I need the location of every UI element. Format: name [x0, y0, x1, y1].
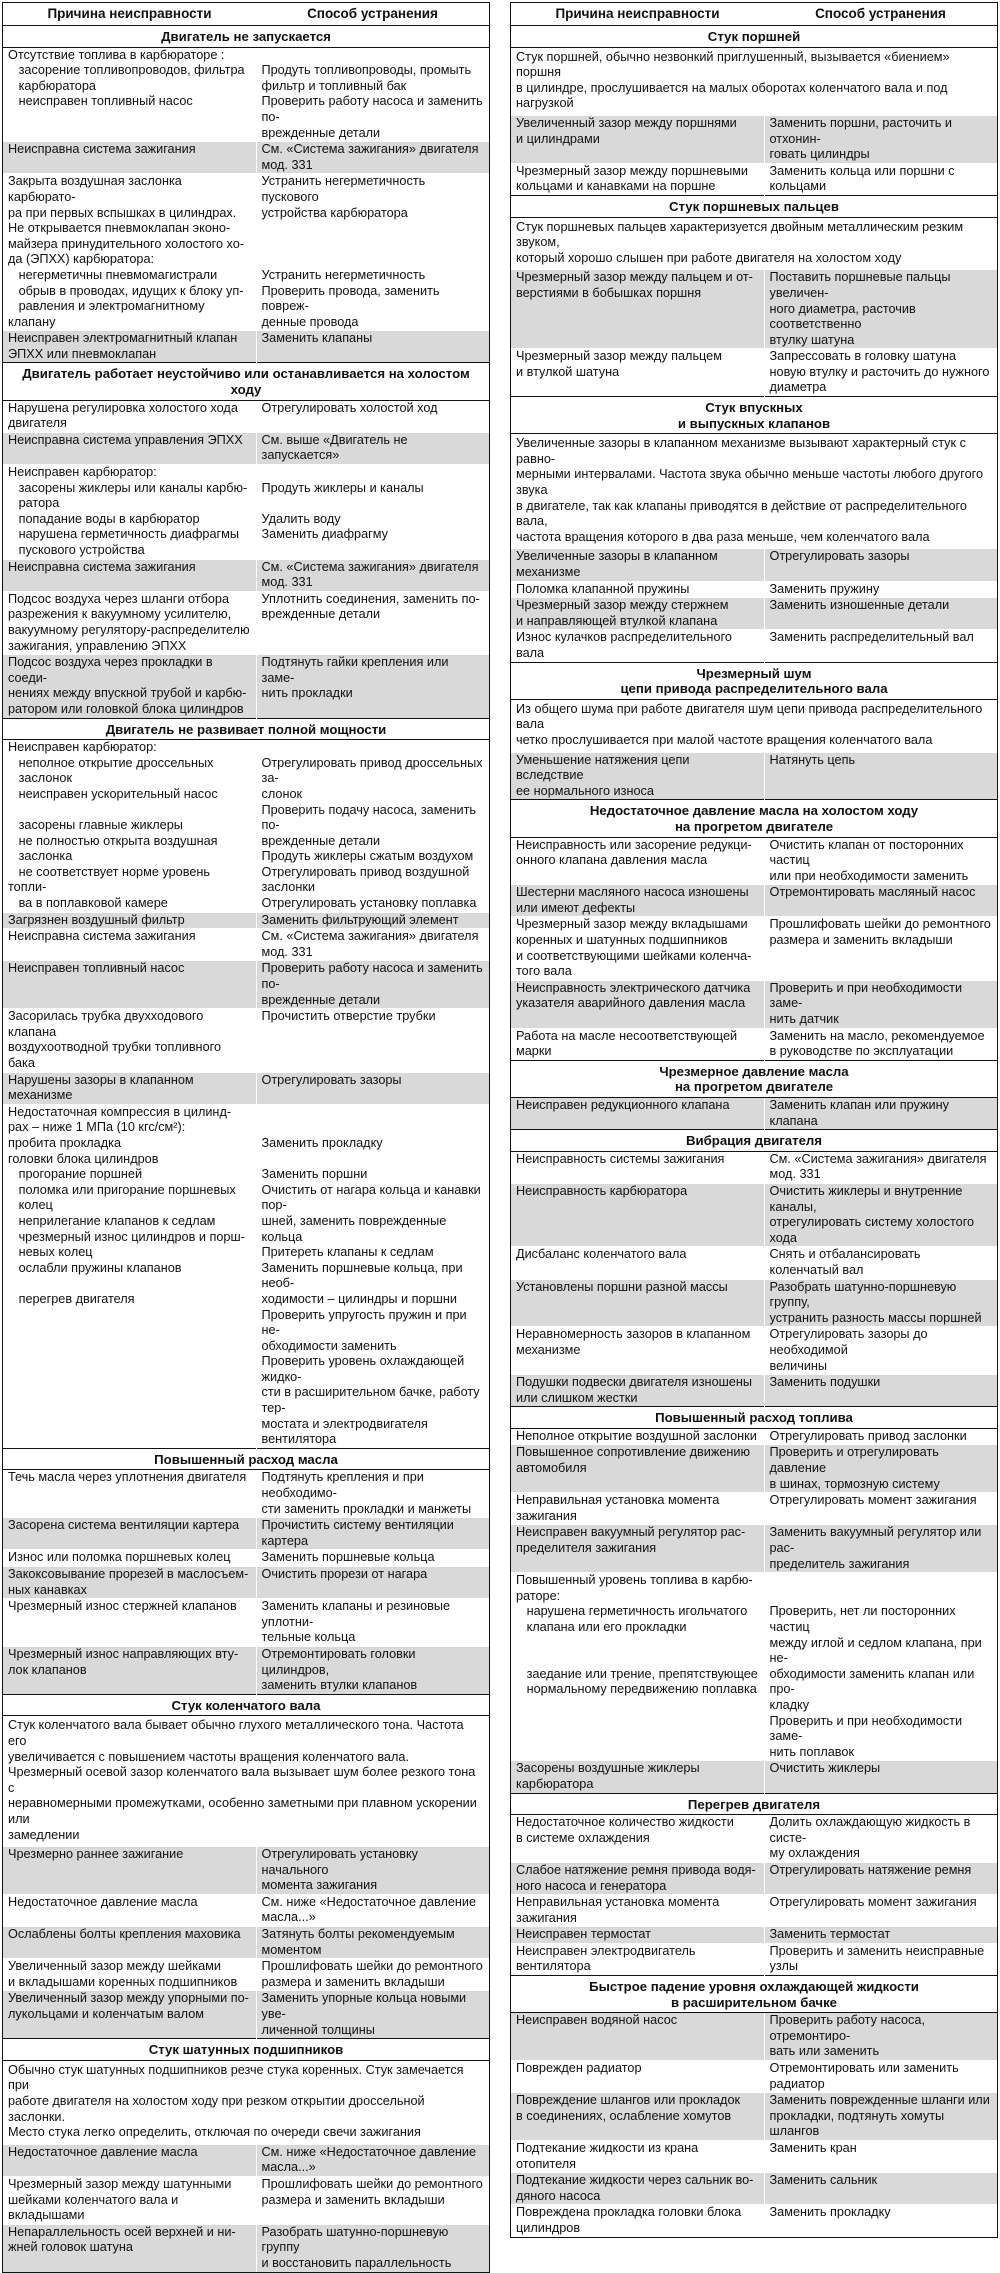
table-row [3, 400, 489, 432]
remedy-cell: Заменить сальник [764, 2173, 997, 2205]
cause-cell: Дисбаланс коленчатого вала [511, 1247, 764, 1279]
remedy-cell: Очистить прорези от нагара [256, 1567, 489, 1599]
cause-cell: Слабое натяжение ремня привода водя- ного насоса и генератора [511, 1862, 764, 1894]
remedy-cell: Проверить и заменить неисправные узлы [764, 1943, 997, 1975]
table-header-row [511, 3, 997, 26]
section-title: Быстрое падение уровня охлаждающей жидкости в расширительном бачке [511, 1976, 997, 2013]
section-header-row [3, 2039, 489, 2061]
cause-cell: Подтекание жидкости из крана отопителя [511, 2141, 764, 2173]
cause-cell: Износ или поломка поршневых колец [3, 1550, 256, 1567]
cause-cell: Чрезмерный зазор между пальцем и от- верстиями в бобышках поршня [511, 270, 764, 349]
remedy-cell: Отрегулировать привод дроссельных за- слонок Проверить подачу насоса, заменить по- врежденные детали Продуть жиклеры сжатым воздухом Отрегулировать привод воздушной заслонки Отрегулировать установку поплавка [256, 740, 489, 913]
section-note: Обычно стук шатунных подшипников резче стука коренных. Стук замечается при работе двигателя на холостом ходу при резком открытии дроссельной заслонки. Место стука легко определить, отключая по очереди свечи зажигания [8, 2062, 464, 2140]
section-note-row [511, 217, 997, 270]
table-row [511, 598, 997, 630]
table-row [511, 2013, 997, 2061]
section-note-row [511, 47, 997, 115]
section-header-row [511, 26, 997, 48]
remedy-cell: Уплотнить соединения, заменить по- врежденные детали [256, 591, 489, 654]
cause-cell: Неправильная установка момента зажигания [511, 1493, 764, 1525]
table-row [3, 1550, 489, 1567]
section-header-row [3, 26, 489, 48]
table-row [3, 2144, 489, 2176]
cause-cell: Недостаточная компрессия в цилинд- рах – ниже 1 МПа (10 кгс/см²): пробита прокладка головки блока цилиндров прогорание поршней поломка или пригорание поршневых колец неприлегание клапанов к седлам чрезмерный износ цилиндров и порш- невых колец ослабли пружины клапанов перегрев двигателя [3, 1104, 256, 1448]
table-row [511, 1028, 997, 1060]
remedy-cell: Заменить прокладку [764, 2205, 997, 2237]
cause-cell: Недостаточное давление масла [3, 2144, 256, 2176]
cause-cell: Поломка клапанной пружины [511, 581, 764, 598]
table-row [511, 581, 997, 598]
remedy-cell: Заменить изношенные детали [764, 598, 997, 630]
remedy-cell: Подтянуть гайки крепления или заме- нить прокладки [256, 655, 489, 718]
cause-cell: Повреждена прокладка головки блока цилиндров [511, 2205, 764, 2237]
remedy-cell: Разобрать шатунно-поршневую группу и восстановить параллельность [256, 2224, 489, 2271]
cause-cell: Неисправность системы зажигания [511, 1151, 764, 1183]
remedy-cell: Прошлифовать шейки до ремонтного размера и заменить вкладыши [256, 1959, 489, 1991]
section-title: Чрезмерный шум цепи привода распределительного вала [511, 662, 997, 699]
cause-cell: Установлены поршни разной массы [511, 1279, 764, 1327]
cause-cell: Закрыта воздушная заслонка карбюрато- ра при первых вспышках в цилиндрах. Не открывается пневмоклапан эконо- майзера принудительного холостого хо- да (ЭПХХ) карбюратора: негерметичны пневмомагистрали обрыв в проводах, идущих к блоку уп- равления и электромагнитному клапану [3, 174, 256, 331]
cause-cell: Чрезмерный зазор между вкладышами коренных и шатунных подшипников и соответствующими шейками коленча- того вала [511, 917, 764, 980]
remedy-cell: Очистить клапан от посторонних частиц или при необходимости заменить [764, 837, 997, 885]
table-row [511, 2141, 997, 2173]
remedy-cell: Отрегулировать зазоры [764, 549, 997, 581]
table-row [511, 1573, 997, 1761]
section-header-row [511, 397, 997, 434]
cause-cell: Подтекание жидкости через сальник во- дяного насоса [511, 2173, 764, 2205]
left-troubleshooting-table [3, 3, 489, 2272]
section-header-row [511, 195, 997, 217]
table-row [511, 2093, 997, 2141]
remedy-cell: Отремонтировать головки цилиндров, заменить втулки клапанов [256, 1646, 489, 1694]
cause-cell: Повреждение шлангов или прокладок в соединениях, ослабление хомутов [511, 2093, 764, 2141]
table-row [3, 591, 489, 654]
section-note-row [511, 699, 997, 752]
table-row [511, 1927, 997, 1944]
table-row [3, 1991, 489, 2039]
table-row [511, 2205, 997, 2237]
remedy-cell: См. «Система зажигания» двигателя мод. 331 [256, 142, 489, 174]
section-title: Стук поршневых пальцев [511, 195, 997, 217]
remedy-cell: Затянуть болты рекомендуемым моментом [256, 1927, 489, 1959]
table-row [3, 1646, 489, 1694]
cause-cell: Увеличенный зазор между упорными по- лукольцами и коленчатым валом [3, 1991, 256, 2039]
cause-cell: Увеличенный зазор между шейками и вкладышами коренных подшипников [3, 1959, 256, 1991]
remedy-cell: Заменить фильтрующий элемент [256, 912, 489, 929]
table-row [511, 1428, 997, 1445]
table-row [511, 1247, 997, 1279]
remedy-cell: Заменить клапаны и резиновые уплотни- тельные кольца [256, 1599, 489, 1647]
cause-cell: Неисправен карбюратор: засорены жиклеры или каналы карбю- ратора попадание воды в карбюратор нарушена герметичность диафрагмы пускового устройства [3, 465, 256, 560]
remedy-cell: Долить охлаждающую жидкость в систе- му охлаждения [764, 1815, 997, 1863]
cause-cell: Чрезмерный износ направляющих вту- лок клапанов [3, 1646, 256, 1694]
remedy-cell: См. выше «Двигатель не запускается» [256, 432, 489, 464]
section-note-row [511, 434, 997, 549]
section-title: Недостаточное давление масла на холостом ходу на прогретом двигателе [511, 800, 997, 837]
table-row [3, 1847, 489, 1895]
table-row [511, 2061, 997, 2093]
remedy-cell: Прочистить отверстие трубки [256, 1009, 489, 1072]
cause-cell: Неисправен вакуумный регулятор рас- пределителя зажигания [511, 1525, 764, 1573]
table-row [3, 1567, 489, 1599]
table-row [3, 1470, 489, 1518]
table-row [3, 1518, 489, 1550]
cause-cell: Шестерни масляного насоса изношены или имеют дефекты [511, 885, 764, 917]
right-table-body [511, 26, 997, 2237]
section-title: Повышенный расход топлива [511, 1407, 997, 1429]
cause-cell: Износ кулачков распределительного вала [511, 630, 764, 662]
cause-cell: Увеличенные зазоры в клапанном механизме [511, 549, 764, 581]
table-row [511, 1183, 997, 1246]
remedy-cell: Заменить распределительный вал [764, 630, 997, 662]
remedy-cell: Заменить прокладку Заменить поршни Очистить от нагара кольца и канавки пор- шней, заменить поврежденные кольца Притереть клапаны к седлам Заменить поршневые кольца, при необ- ходимости – цилиндры и поршни Проверить упругость пружин и при не- обходимости заменить Проверить уровень охлаждающей жидко- сти в расширительном бачке, работу тер- мостата и электродвигателя вентилятора [256, 1104, 489, 1448]
left-table-body [3, 26, 489, 2272]
remedy-cell: Разобрать шатунно-поршневую группу, устранить разность массы поршней [764, 1279, 997, 1327]
remedy-cell: Заменить термостат [764, 1927, 997, 1944]
table-row [3, 929, 489, 961]
remedy-cell: Проверить работу насоса, отремонтиро- вать или заменить [764, 2013, 997, 2061]
section-note: Стук поршневых пальцев характеризуется двойным металлическим резким звуком, который хорошо слышен при работе двигателя на холостом ходу [516, 219, 964, 265]
section-header-row [511, 1407, 997, 1429]
cause-cell: Засорилась трубка двухходового клапана воздухоотводной трубки топливного бака [3, 1009, 256, 1072]
remedy-cell: Отрегулировать зазоры [256, 1072, 489, 1104]
section-note: Стук коленчатого вала бывает обычно глухого металлического тона. Частота его увеличивается с повышением частоты вращения коленчатого вала. Чрезмерный осевой зазор коленчатого вала вызывает шум более резкого тона с неравномерными промежутками, особенно заметными при плавном ускорении или замедлении [8, 1718, 477, 1842]
section-header-row [511, 1060, 997, 1097]
remedy-cell: Заменить кольца или поршни с кольцами [764, 163, 997, 195]
table-row [3, 1104, 489, 1448]
section-note: Из общего шума при работе двигателя шум цепи привода распределительного вала четко прослушивается при малой частоте вращения коленчатого вала [516, 701, 983, 747]
remedy-cell: Запрессовать в головку шатуна новую втулку и расточить до нужного диаметра [764, 349, 997, 397]
table-row [511, 630, 997, 662]
section-title: Двигатель не развивает полной мощности [3, 718, 489, 740]
remedy-cell: Заменить подушки [764, 1375, 997, 1407]
remedy-cell: Отрегулировать привод заслонки [764, 1428, 997, 1445]
section-title: Чрезмерное давление масла на прогретом двигателе [511, 1060, 997, 1097]
remedy-cell: Отрегулировать момент зажигания [764, 1493, 997, 1525]
table-row [511, 1327, 997, 1375]
table-row [3, 559, 489, 591]
cause-cell: Уменьшение натяжения цепи вследствие ее нормального износа [511, 752, 764, 800]
remedy-cell: Отрегулировать холостой ход [256, 400, 489, 432]
table-row [3, 331, 489, 363]
cause-cell: Работа на масле несоответствующей марки [511, 1028, 764, 1060]
section-title: Стук шатунных подшипников [3, 2039, 489, 2061]
cause-cell: Недостаточное количество жидкости в системе охлаждения [511, 1815, 764, 1863]
remedy-cell: Отрегулировать установку начального момента зажигания [256, 1847, 489, 1895]
remedy-cell: Проверить работу насоса и заменить по- врежденные детали [256, 961, 489, 1009]
section-header-row [511, 1130, 997, 1152]
table-row [3, 465, 489, 560]
remedy-cell: Очистить жиклеры и внутренние каналы, отрегулировать систему холостого хода [764, 1183, 997, 1246]
remedy-cell: Заменить поврежденные шланги или прокладки, подтянуть хомуты шлангов [764, 2093, 997, 2141]
cause-cell: Недостаточное давление масла [3, 1894, 256, 1926]
table-row [511, 917, 997, 980]
section-header-row [511, 662, 997, 699]
table-row [511, 349, 997, 397]
section-header-row [3, 718, 489, 740]
table-row [511, 2173, 997, 2205]
remedy-cell: Проверить, нет ли посторонних частиц между иглой и седлом клапана, при не- обходимости заменить клапан или про- кладку Проверить и при необходимости заме- нить поплавок [764, 1573, 997, 1761]
remedy-cell: Заменить кран [764, 2141, 997, 2173]
section-title: Стук коленчатого вала [3, 1694, 489, 1716]
cause-cell: Подсос воздуха через шланги отбора разрежения к вакуумному усилителю, вакуумному регулятору-распределителю зажигания, управлению ЭПХХ [3, 591, 256, 654]
cause-cell: Чрезмерный зазор между шатунными шейками коленчатого вала и вкладышами [3, 2176, 256, 2224]
section-note: Стук поршней, обычно незвонкий приглушенный, вызывается «биением» поршня в цилиндре, прослушивается на малых оборотах коленчатого вала и под нагрузкой [516, 49, 950, 111]
section-title: Вибрация двигателя [511, 1130, 997, 1152]
table-row [511, 1895, 997, 1927]
table-row [511, 1098, 997, 1130]
remedy-cell: См. «Система зажигания» двигателя мод. 331 [256, 929, 489, 961]
cause-cell: Неполное открытие воздушной заслонки [511, 1428, 764, 1445]
section-header-row [511, 800, 997, 837]
cause-cell: Неисправен водяной насос [511, 2013, 764, 2061]
cause-cell: Засорена система вентиляции картера [3, 1518, 256, 1550]
section-header-row [511, 1793, 997, 1815]
table-row [3, 432, 489, 464]
table-row [3, 2176, 489, 2224]
table-row [511, 1815, 997, 1863]
cause-cell: Течь масла через уплотнения двигателя [3, 1470, 256, 1518]
section-header-row [511, 1976, 997, 2013]
table-row [511, 837, 997, 885]
table-row [511, 115, 997, 163]
left-column [2, 2, 490, 2273]
remedy-cell: Проверить и при необходимости заме- нить датчик [764, 980, 997, 1028]
cause-cell: Чрезмерный износ стержней клапанов [3, 1599, 256, 1647]
cause-cell: Неисправна система зажигания [3, 142, 256, 174]
cause-cell: Неисправен электродвигатель вентилятора [511, 1943, 764, 1975]
cause-cell: Подушки подвески двигателя изношены или слишком жестки [511, 1375, 764, 1407]
table-row [3, 174, 489, 331]
section-title: Стук поршней [511, 26, 997, 48]
remedy-cell: Отрегулировать момент зажигания [764, 1895, 997, 1927]
remedy-cell: Подтянуть крепления и при необходимо- сти заменить прокладки и манжеты [256, 1470, 489, 1518]
section-title: Двигатель работает неустойчиво или останавливается на холостом ходу [3, 363, 489, 400]
remedy-cell: Прошлифовать шейки до ремонтного размера и заменить вкладыши [764, 917, 997, 980]
table-row [511, 1445, 997, 1493]
table-row [3, 961, 489, 1009]
section-header-row [3, 1694, 489, 1716]
cause-cell: Неисправность карбюратора [511, 1183, 764, 1246]
remedy-cell: Проверить и отрегулировать давление в шинах, тормозную систему [764, 1445, 997, 1493]
remedy-cell: Заменить клапан или пружину клапана [764, 1098, 997, 1130]
remedy-cell: Заменить поршневые кольца [256, 1550, 489, 1567]
header-cause: Причина неисправности [511, 3, 764, 26]
table-row [3, 740, 489, 913]
table-row [3, 1959, 489, 1991]
remedy-cell: Очистить жиклеры [764, 1761, 997, 1793]
table-row [511, 1862, 997, 1894]
table-row [3, 1009, 489, 1072]
cause-cell: Чрезмерный зазор между пальцем и втулкой шатуна [511, 349, 764, 397]
table-row [511, 1279, 997, 1327]
remedy-cell: Отрегулировать зазоры до необходимой величины [764, 1327, 997, 1375]
cause-cell: Загрязнен воздушный фильтр [3, 912, 256, 929]
cause-cell: Неисправен карбюратор: неполное открытие дроссельных заслонок неисправен ускорительный насос засорены главные жиклеры не полностью открыта воздушная заслонка не соответствует норме уровень топли- ва в поплавковой камере [3, 740, 256, 913]
remedy-cell: См. ниже «Недостаточное давление масла...» [256, 1894, 489, 1926]
remedy-cell: Отрегулировать натяжение ремня [764, 1862, 997, 1894]
cause-cell: Неисправна система управления ЭПХХ [3, 432, 256, 464]
table-row [511, 1375, 997, 1407]
remedy-cell: Натянуть цепь [764, 752, 997, 800]
header-cause: Причина неисправности [3, 3, 256, 26]
remedy-cell: Отремонтировать масляный насос [764, 885, 997, 917]
header-remedy: Способ устранения [764, 3, 997, 26]
table-row [3, 142, 489, 174]
table-row [511, 1525, 997, 1573]
cause-cell: Отсутствие топлива в карбюраторе : засорение топливопроводов, фильтра карбюратора неисправен топливный насос [3, 47, 256, 142]
section-title: Повышенный расход масла [3, 1448, 489, 1470]
cause-cell: Неисправна система зажигания [3, 559, 256, 591]
cause-cell: Чрезмерный зазор между стержнем и направляющей втулкой клапана [511, 598, 764, 630]
remedy-cell: Продуть жиклеры и каналы Удалить воду Заменить диафрагму [256, 465, 489, 560]
table-header-row [3, 3, 489, 26]
remedy-cell: Прочистить систему вентиляции картера [256, 1518, 489, 1550]
remedy-cell: Заменить упорные кольца новыми уве- личенной толщины [256, 1991, 489, 2039]
cause-cell: Нарушены зазоры в клапанном механизме [3, 1072, 256, 1104]
remedy-cell: Заменить пружину [764, 581, 997, 598]
cause-cell: Нарушена регулировка холостого хода двигателя [3, 400, 256, 432]
cause-cell: Закоксовывание прорезей в маслосъем- ных канавках [3, 1567, 256, 1599]
table-row [511, 885, 997, 917]
cause-cell: Неисправен электромагнитный клапан ЭПХХ или пневмоклапан [3, 331, 256, 363]
table-row [511, 270, 997, 349]
remedy-cell: Отремонтировать или заменить радиатор [764, 2061, 997, 2093]
remedy-cell: Поставить поршневые пальцы увеличен- ного диаметра, расточив соответственно втулку шатуна [764, 270, 997, 349]
cause-cell: Неисправен редукционного клапана [511, 1098, 764, 1130]
table-row [511, 1493, 997, 1525]
remedy-cell: Устранить негерметичность пускового устройства карбюратора Устранить негерметичность Проверить провода, заменить повреж- денные провода [256, 174, 489, 331]
cause-cell: Увеличенный зазор между поршнями и цилиндрами [511, 115, 764, 163]
cause-cell: Засорены воздушные жиклеры карбюратора [511, 1761, 764, 1793]
section-header-row [3, 1448, 489, 1470]
section-note-row [3, 1716, 489, 1847]
header-remedy: Способ устранения [256, 3, 489, 26]
cause-cell: Неисправность или засорение редукци- онного клапана давления масла [511, 837, 764, 885]
table-row [3, 1072, 489, 1104]
section-title: Двигатель не запускается [3, 26, 489, 48]
table-row [511, 1943, 997, 1975]
cause-cell: Неисправность электрического датчика указателя аварийного давления масла [511, 980, 764, 1028]
table-row [511, 163, 997, 195]
cause-cell: Повышенное сопротивление движению автомобиля [511, 1445, 764, 1493]
table-row [511, 549, 997, 581]
remedy-cell: Заменить вакуумный регулятор или рас- пределитель зажигания [764, 1525, 997, 1573]
cause-cell: Чрезмерный зазор между поршневыми кольцами и канавками на поршне [511, 163, 764, 195]
remedy-cell: См. «Система зажигания» двигателя мод. 331 [256, 559, 489, 591]
cause-cell: Неисправен термостат [511, 1927, 764, 1944]
table-row [511, 1761, 997, 1793]
cause-cell: Подсос воздуха через прокладки в соеди- нениях между впускной трубой и карбю- ратором или головкой блока цилиндров [3, 655, 256, 718]
remedy-cell: Продуть топливопроводы, промыть фильтр и топливный бак Проверить работу насоса и заменить по- врежденные детали [256, 47, 489, 142]
cause-cell: Непараллельность осей верхней и ни- жней головок шатуна [3, 2224, 256, 2271]
remedy-cell: См. «Система зажигания» двигателя мод. 331 [764, 1151, 997, 1183]
table-row [3, 47, 489, 142]
table-row [511, 752, 997, 800]
cause-cell: Неправильная установка момента зажигания [511, 1895, 764, 1927]
section-note-row [3, 2060, 489, 2144]
table-row [3, 1599, 489, 1647]
remedy-cell: Заменить на масло, рекомендуемое в руководстве по эксплуатации [764, 1028, 997, 1060]
cause-cell: Ослаблены болты крепления маховика [3, 1927, 256, 1959]
table-row [511, 1151, 997, 1183]
section-note: Увеличенные зазоры в клапанном механизме вызывают характерный стук с равно- мерными интервалами. Частота звука обычно меньше частоты любого другого звука в двигателе, так как клапаны приводятся в действие от распределительного вала, частота вращения которого в два раза меньше, чем коленчатого вала [516, 436, 984, 544]
table-row [3, 912, 489, 929]
right-column [510, 2, 998, 2238]
right-troubleshooting-table [511, 3, 997, 2237]
table-row [3, 1927, 489, 1959]
table-row [3, 1894, 489, 1926]
remedy-cell: См. ниже «Недостаточное давление масла...» [256, 2144, 489, 2176]
table-row [511, 980, 997, 1028]
section-header-row [3, 363, 489, 400]
table-row [3, 2224, 489, 2271]
cause-cell: Повышенный уровень топлива в карбю- раторе: нарушена герметичность игольчатого клапана или его прокладки заедание или трение, препятствующее нормальному передвижению поплавка [511, 1573, 764, 1761]
section-title: Перегрев двигателя [511, 1793, 997, 1815]
table-row [3, 655, 489, 718]
remedy-cell: Заменить поршни, расточить и отхонин- говать цилиндры [764, 115, 997, 163]
cause-cell: Неисправен топливный насос [3, 961, 256, 1009]
cause-cell: Неисправна система зажигания [3, 929, 256, 961]
cause-cell: Поврежден радиатор [511, 2061, 764, 2093]
section-title: Стук впускных и выпускных клапанов [511, 397, 997, 434]
remedy-cell: Заменить клапаны [256, 331, 489, 363]
remedy-cell: Снять и отбалансировать коленчатый вал [764, 1247, 997, 1279]
remedy-cell: Прошлифовать шейки до ремонтного размера и заменить вкладыши [256, 2176, 489, 2224]
cause-cell: Чрезмерно раннее зажигание [3, 1847, 256, 1895]
cause-cell: Неравномерность зазоров в клапанном механизме [511, 1327, 764, 1375]
